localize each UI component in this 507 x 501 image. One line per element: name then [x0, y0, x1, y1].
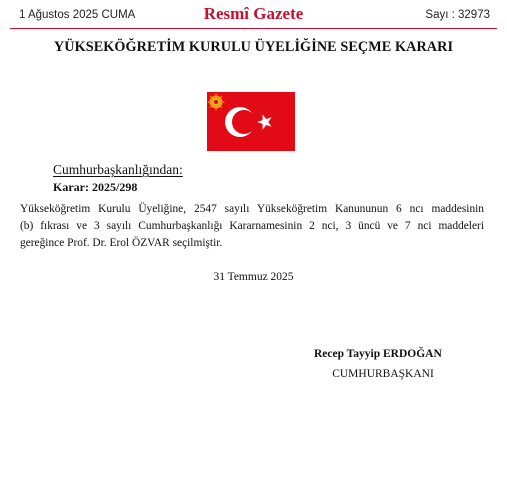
header-divider	[10, 28, 497, 29]
signatory-name	[314, 348, 442, 360]
turkish-flag-icon	[207, 92, 295, 151]
signatory-surname: ERDOĞAN	[383, 348, 442, 360]
decision-date: 31 Temmuz 2025	[213, 271, 294, 283]
body-line: (b) fıkrası ve 3 sayılı Cumhurbaşkanlığı Kararnamesinin 2 nci, 3 üncü ve 7 nci maddeleri	[20, 220, 484, 232]
signatory-first-names: Recep Tayyip	[314, 348, 384, 360]
decision-number: Karar: 2025/298	[53, 180, 138, 194]
presidential-emblem-icon	[208, 94, 225, 111]
body-line: Yükseköğretim Kurulu Üyeliğine, 2547 sayılı Yükseköğretim Kanununun 6 ncı maddesinin	[20, 203, 484, 215]
issuing-authority: Cumhurbaşkanlığından:	[53, 162, 183, 177]
signatory-title: CUMHURBAŞKANI	[332, 368, 434, 380]
header-date: 1 Ağustos 2025 CUMA	[19, 9, 136, 21]
body-line: gereğince Prof. Dr. Erol ÖZVAR seçilmiştir.	[20, 237, 223, 249]
decision-body	[20, 201, 484, 252]
gazette-title: Resmî Gazete	[203, 4, 304, 23]
decision-title: YÜKSEKÖĞRETİM KURULU ÜYELİĞİNE SEÇME KARARI	[53, 39, 454, 55]
issue-number: Sayı : 32973	[425, 9, 490, 21]
